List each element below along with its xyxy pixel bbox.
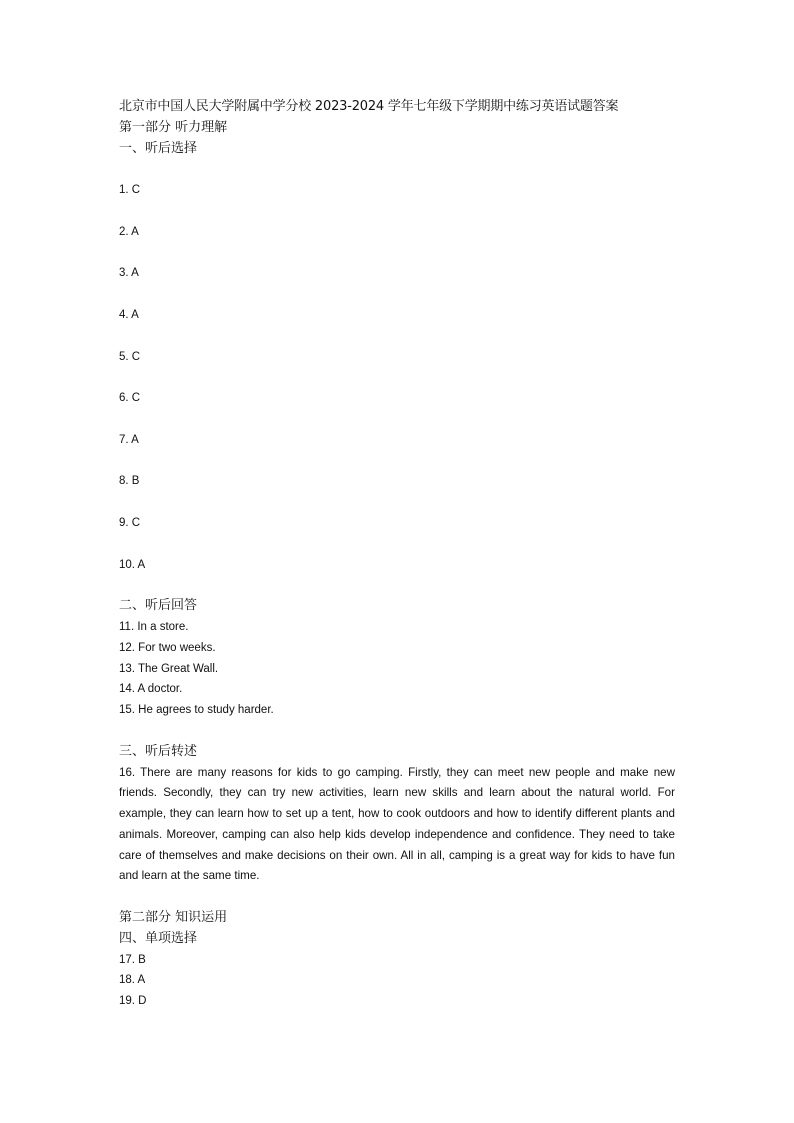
answer-item: 13. The Great Wall.: [119, 662, 219, 675]
section1-heading: 一、听后选择: [119, 140, 198, 156]
spacer: [119, 409, 675, 430]
spacer: [119, 243, 675, 264]
spacer: [119, 721, 675, 742]
spacer: [119, 451, 675, 472]
spacer: [119, 575, 675, 596]
spacer: [119, 492, 675, 513]
spacer: [119, 159, 675, 180]
answer-item: 6. C: [119, 392, 141, 405]
spacer: [119, 201, 675, 222]
part2-heading: 第二部分 知识运用: [119, 910, 228, 926]
answer-item: 12. For two weeks.: [119, 641, 216, 654]
answer-item: 4. A: [119, 308, 139, 321]
answer-item: 17. B: [119, 953, 146, 966]
section3-heading: 三、听后转述: [119, 743, 198, 759]
section2-heading: 二、听后回答: [119, 598, 198, 614]
part1-heading: 第一部分 听力理解: [119, 119, 228, 135]
answer-item: 2. A: [119, 225, 139, 238]
answer-item: 11. In a store.: [119, 620, 189, 633]
answer-item: 7. A: [119, 433, 139, 446]
answer-item: 18. A: [119, 974, 146, 987]
answer-item: 14. A doctor.: [119, 683, 183, 696]
document-title: 北京市中国人民大学附属中学分校 2023-2024 学年七年级下学期期中练习英语试题答案: [119, 99, 619, 114]
spacer: [119, 367, 675, 388]
section4-heading: 四、单项选择: [119, 930, 198, 946]
answer-document: [119, 97, 675, 1012]
spacer: [119, 284, 675, 305]
spacer: [119, 534, 675, 555]
spacer: [119, 887, 675, 908]
answer-item: 1. C: [119, 184, 141, 197]
answer-item: 3. A: [119, 267, 139, 280]
answer-item: 8. B: [119, 475, 140, 488]
answer-item: 5. C: [119, 350, 141, 363]
answer-item: 10. A: [119, 558, 146, 571]
retell-answer-paragraph: 16. There are many reasons for kids to go camping. Firstly, they can meet new people and make new friends. Secondly, they can try new activities, learn new skills and learn about the natural world. For example, they can learn how to set up a tent, how to cook outdoors and how to identify different plants and animals. Moreover, camping can also help kids develop independence and confidence. They need to take care of themselves and make decisions on their own. All in all, camping is a great way for kids to have fun and learn at the same time.: [119, 765, 675, 883]
spacer: [119, 326, 675, 347]
answer-item: 19. D: [119, 995, 147, 1008]
answer-item: 9. C: [119, 516, 141, 529]
answer-item: 15. He agrees to study harder.: [119, 704, 274, 717]
